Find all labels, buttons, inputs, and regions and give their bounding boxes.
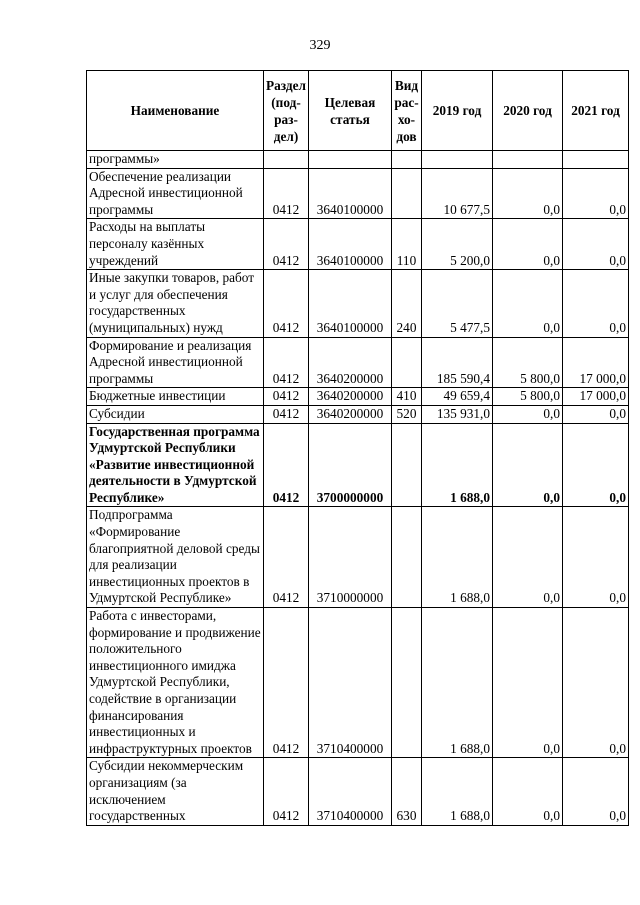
page-number: 329 — [309, 38, 331, 53]
header-name: Наименование — [87, 71, 264, 151]
cell-type — [392, 337, 422, 388]
cell-2020: 0,0 — [493, 405, 563, 423]
table-row — [87, 388, 629, 406]
cell-2021: 0,0 — [563, 270, 629, 337]
cell-name: Иные закупки товаров, работ и услуг для обеспечения государственных (муниципальных) нужд — [87, 270, 264, 337]
cell-2020: 0,0 — [493, 219, 563, 270]
table-row — [87, 219, 629, 270]
cell-article: 3700000000 — [309, 423, 392, 507]
cell-2021: 0,0 — [563, 168, 629, 219]
cell-2021: 0,0 — [563, 758, 629, 825]
cell-section — [264, 151, 309, 169]
cell-2020: 5 800,0 — [493, 388, 563, 406]
header-section: Раздел (под-раз-дел) — [264, 71, 309, 151]
cell-type — [392, 168, 422, 219]
cell-section: 0412 — [264, 388, 309, 406]
cell-2019: 5 200,0 — [422, 219, 493, 270]
header-type: Вид рас-хо-дов — [392, 71, 422, 151]
table-row — [87, 168, 629, 219]
cell-article: 3710000000 — [309, 507, 392, 608]
cell-2021: 0,0 — [563, 405, 629, 423]
cell-type — [392, 423, 422, 507]
cell-2021: 0,0 — [563, 507, 629, 608]
table-row — [87, 151, 629, 169]
cell-section: 0412 — [264, 608, 309, 758]
cell-name: Субсидии — [87, 405, 264, 423]
cell-article: 3640100000 — [309, 219, 392, 270]
cell-name: Субсидии некоммерческим организациям (за исключением государственных — [87, 758, 264, 825]
table-row — [87, 270, 629, 337]
cell-type: 520 — [392, 405, 422, 423]
cell-type — [392, 608, 422, 758]
cell-2020: 0,0 — [493, 758, 563, 825]
cell-2019: 1 688,0 — [422, 507, 493, 608]
cell-section: 0412 — [264, 168, 309, 219]
cell-name: Государственная программа Удмуртской Республики «Развитие инвестиционной деятельности в Удмуртской Республике» — [87, 423, 264, 507]
cell-name: Бюджетные инвестиции — [87, 388, 264, 406]
table-row — [87, 405, 629, 423]
cell-type: 240 — [392, 270, 422, 337]
cell-type — [392, 507, 422, 608]
cell-2020: 0,0 — [493, 608, 563, 758]
cell-2019: 1 688,0 — [422, 423, 493, 507]
cell-2021 — [563, 151, 629, 169]
cell-2021: 17 000,0 — [563, 337, 629, 388]
table-row — [87, 423, 629, 507]
cell-article: 3710400000 — [309, 608, 392, 758]
cell-2019: 135 931,0 — [422, 405, 493, 423]
cell-2019: 1 688,0 — [422, 758, 493, 825]
cell-2019 — [422, 151, 493, 169]
cell-2021: 0,0 — [563, 608, 629, 758]
cell-type — [392, 151, 422, 169]
cell-name: Формирование и реализация Адресной инвестиционной программы — [87, 337, 264, 388]
cell-2020: 0,0 — [493, 168, 563, 219]
cell-2020: 0,0 — [493, 507, 563, 608]
cell-article — [309, 151, 392, 169]
cell-2019: 1 688,0 — [422, 608, 493, 758]
cell-2020 — [493, 151, 563, 169]
cell-section: 0412 — [264, 219, 309, 270]
table-row — [87, 608, 629, 758]
table-row — [87, 758, 629, 825]
cell-article: 3640200000 — [309, 405, 392, 423]
cell-section: 0412 — [264, 405, 309, 423]
cell-section: 0412 — [264, 507, 309, 608]
cell-name: Обеспечение реализации Адресной инвестиционной программы — [87, 168, 264, 219]
header-2021: 2021 год — [563, 71, 629, 151]
cell-2019: 10 677,5 — [422, 168, 493, 219]
cell-section: 0412 — [264, 337, 309, 388]
cell-article: 3710400000 — [309, 758, 392, 825]
table-row — [87, 507, 629, 608]
cell-section: 0412 — [264, 758, 309, 825]
cell-2019: 185 590,4 — [422, 337, 493, 388]
header-2020: 2020 год — [493, 71, 563, 151]
header-2019: 2019 год — [422, 71, 493, 151]
cell-article: 3640200000 — [309, 337, 392, 388]
cell-2020: 0,0 — [493, 270, 563, 337]
cell-2019: 49 659,4 — [422, 388, 493, 406]
cell-section: 0412 — [264, 270, 309, 337]
cell-type: 110 — [392, 219, 422, 270]
cell-2021: 17 000,0 — [563, 388, 629, 406]
cell-name: Подпрограмма «Формирование благоприятной деловой среды для реализации инвестиционных проектов в Удмуртской Республике» — [87, 507, 264, 608]
cell-article: 3640200000 — [309, 388, 392, 406]
cell-2021: 0,0 — [563, 423, 629, 507]
budget-table — [86, 70, 629, 826]
cell-section: 0412 — [264, 423, 309, 507]
header-article: Целевая статья — [309, 71, 392, 151]
table-header-row — [87, 71, 629, 151]
table-row — [87, 337, 629, 388]
cell-article: 3640100000 — [309, 270, 392, 337]
cell-type: 410 — [392, 388, 422, 406]
cell-name: Работа с инвесторами, формирование и продвижение положительного инвестиционного имиджа Удмуртской Республики, содействие в организации финансирования инвестиционных и инфраструктурных проектов — [87, 608, 264, 758]
cell-name: Расходы на выплаты персоналу казённых учреждений — [87, 219, 264, 270]
cell-2019: 5 477,5 — [422, 270, 493, 337]
cell-2020: 5 800,0 — [493, 337, 563, 388]
cell-article: 3640100000 — [309, 168, 392, 219]
cell-type: 630 — [392, 758, 422, 825]
cell-2020: 0,0 — [493, 423, 563, 507]
cell-2021: 0,0 — [563, 219, 629, 270]
cell-name: программы» — [87, 151, 264, 169]
